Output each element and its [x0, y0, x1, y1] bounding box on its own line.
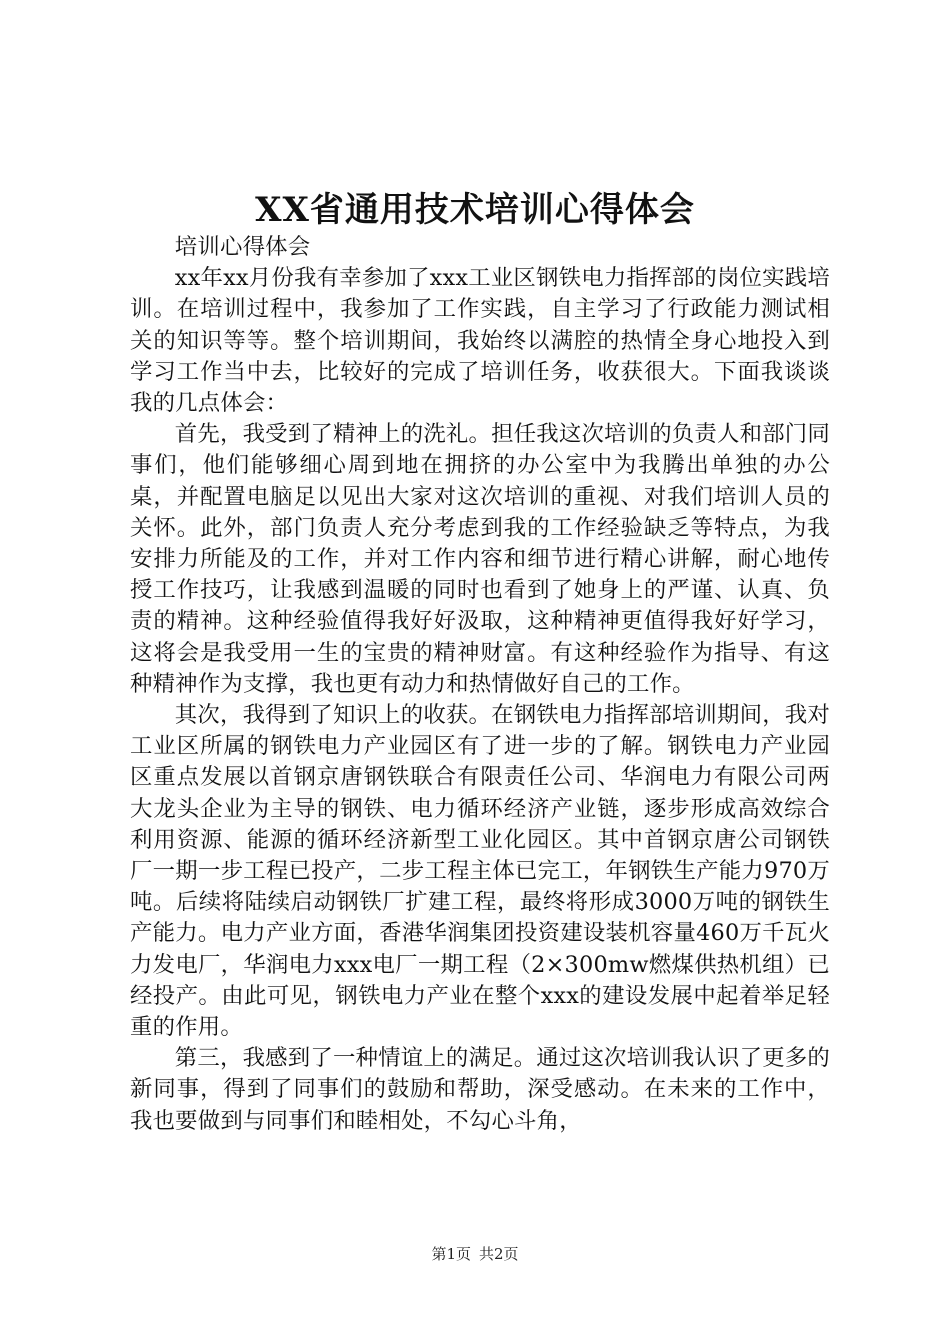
paragraph-intro: xx年xx月份我有幸参加了xxx工业区钢铁电力指挥部的岗位实践培训。在培训过程中，我参加了工作实践，自主学习了行政能力测试相关的知识等等。整个培训期间，我始终以满腔的热情全身心地投入到学习工作当中去，比较好的完成了培训任务，收获很大。下面我谈谈我的几点体会：	[130, 265, 830, 417]
document-body	[130, 232, 830, 1137]
document-subtitle: 培训心得体会	[174, 234, 311, 260]
paragraph-third-point: 第三，我感到了一种情谊上的满足。通过这次培训我认识了更多的新同事，得到了同事们的鼓励和帮助，深受感动。在未来的工作中，我也要做到与同事们和睦相处，不勾心斗角，	[130, 1045, 830, 1134]
document-title: XX省通用技术培训心得体会	[255, 190, 695, 230]
page-total: 共2页	[479, 1245, 519, 1263]
page-footer	[0, 1243, 950, 1265]
page-number: 第1页	[431, 1245, 471, 1263]
paragraph-second-point: 其次，我得到了知识上的收获。在钢铁电力指挥部培训期间，我对工业区所属的钢铁电力产业园区有了进一步的了解。钢铁电力产业园区重点发展以首钢京唐钢铁联合有限责任公司、华润电力有限公司两大龙头企业为主导的钢铁、电力循环经济产业链，逐步形成高效综合利用资源、能源的循环经济新型工业化园区。其中首钢京唐公司钢铁厂一期一步工程已投产，二步工程主体已完工，年钢铁生产能力970万吨。后续将陆续启动钢铁厂扩建工程，最终将形成3000万吨的钢铁生产能力。电力产业方面，香港华润集团投资建设装机容量460万千瓦火力发电厂，华润电力xxx电厂一期工程（2×300mw燃煤供热机组）已经投产。由此可见，钢铁电力产业在整个xxx的建设发展中起着举足轻重的作用。	[130, 702, 830, 1041]
paragraph-first-point: 首先，我受到了精神上的洗礼。担任我这次培训的负责人和部门同事们，他们能够细心周到地在拥挤的办公室中为我腾出单独的办公桌，并配置电脑足以见出大家对这次培训的重视、对我们培训人员的关怀。此外，部门负责人充分考虑到我的工作经验缺乏等特点，为我安排力所能及的工作，并对工作内容和细节进行精心讲解，耐心地传授工作技巧，让我感到温暖的同时也看到了她身上的严谨、认真、负责的精神。这种经验值得我好好汲取，这种精神更值得我好好学习，这将会是我受用一生的宝贵的精神财富。有这种经验作为指导、有这种精神作为支撑，我也更有动力和热情做好自己的工作。	[130, 421, 830, 697]
